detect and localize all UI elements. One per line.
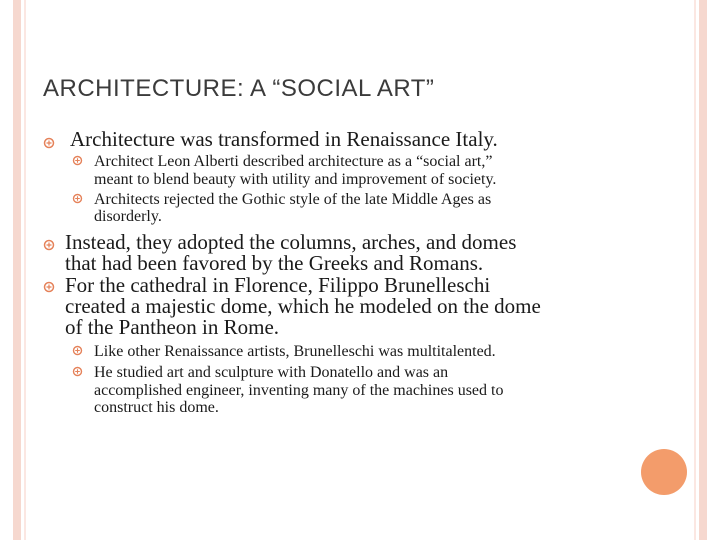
bullet-circle-icon: [72, 366, 83, 377]
bullet-circle-icon: [72, 345, 83, 356]
bullet-text: that had been favored by the Greeks and Romans.: [65, 251, 484, 275]
sub-bullet-text: disorderly.: [94, 208, 162, 225]
decorative-orange-circle: [641, 449, 687, 495]
slide-title: ARCHITECTURE: A “SOCIAL ART”: [43, 75, 435, 102]
bullet-text: Architecture was transformed in Renaissance Italy.: [70, 127, 498, 151]
sub-bullet-text: construct his dome.: [94, 399, 219, 416]
sub-bullet-text: He studied art and sculpture with Donatello and was an: [94, 364, 449, 381]
bullet-circle-icon: [43, 281, 55, 293]
sub-bullet-text: accomplished engineer, inventing many of the machines used to: [94, 382, 504, 399]
left-decorative-rule: [13, 0, 21, 540]
bullet-circle-icon: [72, 155, 83, 166]
bullet-circle-icon: [72, 193, 83, 204]
bullet-text: of the Pantheon in Rome.: [65, 315, 280, 339]
right-decorative-rule-thin: [694, 0, 696, 540]
bullet-circle-icon: [43, 137, 55, 149]
bullet-text: created a majestic dome, which he modeled on the dome: [65, 294, 541, 318]
sub-bullet-text: Like other Renaissance artists, Brunelleschi was multitalented.: [94, 343, 496, 360]
bullet-text: Instead, they adopted the columns, arches, and domes: [65, 230, 517, 254]
sub-bullet-text: Architects rejected the Gothic style of the late Middle Ages as: [94, 191, 492, 208]
sub-bullet-text: Architect Leon Alberti described architecture as a “social art,”: [94, 153, 493, 170]
right-decorative-rule: [699, 0, 707, 540]
bullet-text: For the cathedral in Florence, Filippo Brunelleschi: [65, 273, 491, 297]
sub-bullet-text: meant to blend beauty with utility and improvement of society.: [94, 171, 497, 188]
left-decorative-rule-thin: [24, 0, 26, 540]
bullet-circle-icon: [43, 239, 55, 251]
